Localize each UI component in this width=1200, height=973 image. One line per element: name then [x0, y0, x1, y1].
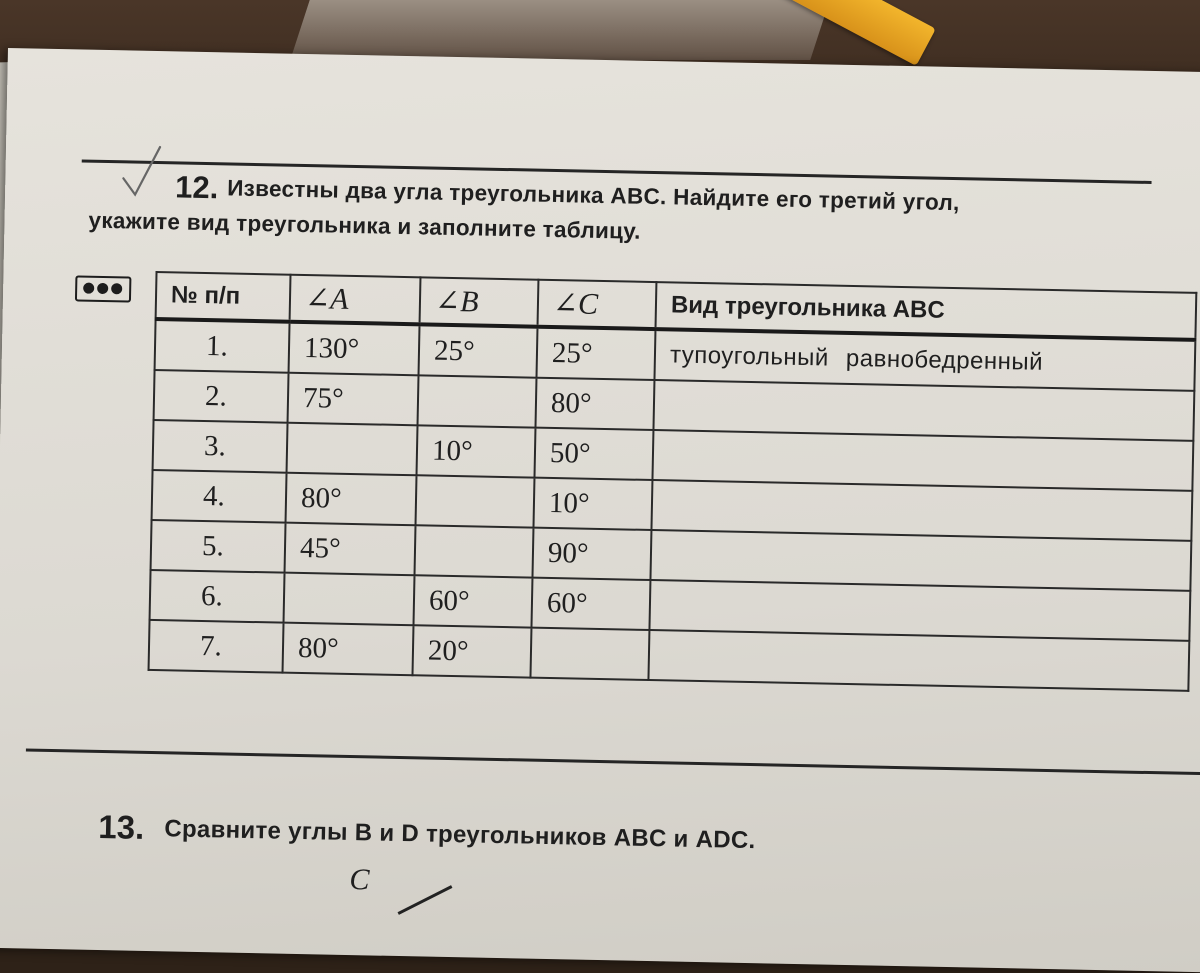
angle-c-cell — [530, 628, 649, 680]
angle-a-cell: 75° — [288, 373, 419, 426]
angle-a-cell: 80° — [286, 473, 417, 526]
angle-c-cell: 10° — [533, 478, 652, 530]
angle-b-cell: 60° — [413, 575, 532, 627]
row-number: 6. — [150, 570, 285, 623]
task-12-line-1: Известны два угла треугольника ABC. Найдите его третий угол, — [226, 175, 960, 216]
angle-a-cell — [287, 423, 418, 476]
header-triangle-type: Вид треугольника ABC — [655, 282, 1196, 340]
angles-table — [148, 271, 1198, 692]
row-number: 7. — [149, 620, 284, 673]
angle-a-cell: 45° — [285, 523, 416, 576]
angle-c-cell: 50° — [534, 428, 653, 480]
angle-a-cell: 80° — [283, 623, 414, 676]
angle-a-cell — [284, 573, 415, 626]
angle-c-cell: 25° — [536, 327, 655, 380]
header-angle-c: ∠C — [538, 280, 657, 329]
row-number: 5. — [151, 520, 286, 573]
row-number: 3. — [153, 420, 288, 473]
workbook-page — [0, 48, 1200, 973]
triangle-type-cell: тупоугольный равнобедренный — [654, 329, 1195, 391]
task-12-number: 12. — [174, 169, 219, 206]
angle-c-cell: 90° — [532, 528, 651, 580]
triangle-type-cell — [648, 630, 1189, 691]
angle-b-cell — [418, 375, 537, 427]
figure-vertex-label: C — [349, 863, 370, 897]
angle-a-cell: 130° — [289, 322, 420, 376]
header-angle-a: ∠A — [290, 275, 421, 325]
angle-b-cell: 25° — [419, 324, 538, 377]
task-12-line-2: укажите вид треугольника и заполните таблицу. — [88, 207, 641, 244]
header-angle-b: ∠B — [420, 277, 539, 326]
figure-line — [398, 885, 453, 915]
row-number: 1. — [155, 319, 290, 373]
angle-b-cell — [416, 475, 535, 527]
angle-b-cell: 10° — [417, 425, 536, 477]
checkmark-icon — [117, 142, 178, 203]
header-number: № п/п — [156, 272, 291, 322]
angle-b-cell — [414, 525, 533, 577]
bottom-divider — [26, 749, 1200, 776]
angle-c-cell: 60° — [531, 578, 650, 630]
task-13-text: Сравните углы B и D треугольников ABC и ADC. — [164, 815, 756, 855]
three-dots-icon — [75, 275, 132, 302]
angle-b-cell: 20° — [412, 625, 531, 677]
row-number: 2. — [154, 370, 289, 423]
plastic-sheet — [290, 0, 829, 60]
angle-c-cell: 80° — [535, 378, 654, 430]
task-13-number: 13. — [98, 807, 145, 846]
row-number: 4. — [152, 470, 287, 523]
